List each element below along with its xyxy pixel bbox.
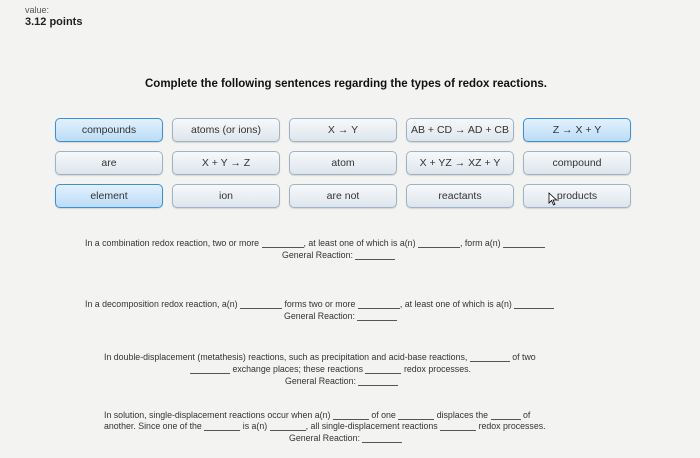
drag-tile-element[interactable]: element [55, 184, 163, 208]
drop-blank-10[interactable] [333, 419, 369, 420]
drop-blank-4[interactable] [240, 308, 282, 309]
drop-blank-14[interactable] [270, 430, 306, 431]
sentence-single-displacement [104, 410, 530, 420]
drop-blank-8[interactable] [190, 373, 230, 374]
sentence-text: , at least one of which is a(n) [303, 238, 416, 248]
sentence-text: redox processes. [403, 364, 471, 374]
drag-tile-ion[interactable]: ion [172, 184, 280, 208]
drop-blank-general-2[interactable] [357, 320, 397, 321]
value-label: value: [25, 5, 50, 15]
drop-blank-general-4[interactable] [362, 442, 402, 443]
points-label: 3.12 points [25, 16, 83, 28]
sentence-text: In a decomposition redox reaction, a(n) [85, 299, 238, 309]
general-reaction-label: General Reaction: [282, 250, 353, 260]
drag-tile-atoms-or-ions[interactable]: atoms (or ions) [172, 118, 280, 142]
sentence-text: displaces the [436, 410, 489, 420]
sentence-text: In solution, single-displacement reactions occur when a(n) [104, 410, 331, 420]
sentence-single-displacement-line2 [104, 421, 546, 431]
drop-blank-12[interactable] [491, 419, 521, 420]
sentence-text: , form a(n) [459, 238, 501, 248]
drag-tile-reactants[interactable]: reactants [406, 184, 514, 208]
drop-blank-2[interactable] [418, 247, 460, 248]
sentence-text: of [522, 410, 531, 420]
sentence-text: is a(n) [242, 421, 268, 431]
drag-tile-atom[interactable]: atom [289, 151, 397, 175]
instructions: Complete the following sentences regarding the types of redox reactions. [145, 78, 547, 90]
sentence-double-displacement [104, 352, 536, 362]
general-reaction-1 [282, 250, 395, 260]
drop-blank-3[interactable] [503, 247, 545, 248]
drop-blank-7[interactable] [470, 361, 510, 362]
drop-blank-6[interactable] [514, 308, 554, 309]
sentence-text: another. Since one of the [104, 421, 202, 431]
general-reaction-4 [289, 433, 402, 443]
mouse-cursor-icon [548, 192, 558, 206]
drop-blank-1[interactable] [262, 247, 304, 248]
drop-blank-13[interactable] [204, 430, 240, 431]
drag-tile-double-displacement-eq[interactable]: AB + CD → AD + CB [406, 118, 514, 142]
drag-tile-combination-eq[interactable]: X + Y → Z [172, 151, 280, 175]
drop-blank-5[interactable] [358, 308, 400, 309]
sentence-text: redox processes. [478, 421, 546, 431]
drop-blank-general-1[interactable] [355, 259, 395, 260]
sentence-text: of one [371, 410, 396, 420]
general-reaction-3 [285, 376, 398, 386]
drag-tile-compound[interactable]: compound [523, 151, 631, 175]
drag-tile-are[interactable]: are [55, 151, 163, 175]
general-reaction-label: General Reaction: [285, 376, 356, 386]
drag-tile-products[interactable]: products [523, 184, 631, 208]
general-reaction-2 [284, 311, 397, 321]
sentence-text: of two [512, 352, 536, 362]
drop-blank-11[interactable] [398, 419, 434, 420]
drag-tile-decomposition-eq[interactable]: Z → X + Y [523, 118, 631, 142]
sentence-decomposition [85, 299, 554, 309]
sentence-text: forms two or more [284, 299, 356, 309]
sentence-text: , all single-displacement reactions [305, 421, 438, 431]
drop-blank-general-3[interactable] [358, 385, 398, 386]
general-reaction-label: General Reaction: [284, 311, 355, 321]
drag-tile-single-displacement-eq[interactable]: X + YZ → XZ + Y [406, 151, 514, 175]
drop-blank-9[interactable] [365, 373, 401, 374]
sentence-combination [85, 238, 545, 248]
general-reaction-label: General Reaction: [289, 433, 360, 443]
sentence-text: In a combination redox reaction, two or more [85, 238, 260, 248]
sentence-text: In double-displacement (metathesis) reactions, such as precipitation and acid-base reactions, [104, 352, 468, 362]
sentence-double-displacement-line2 [190, 364, 471, 374]
drag-tile-x-to-y[interactable]: X → Y [289, 118, 397, 142]
drag-tile-are-not[interactable]: are not [289, 184, 397, 208]
drag-tile-compounds[interactable]: compounds [55, 118, 163, 142]
drop-blank-15[interactable] [440, 430, 476, 431]
sentence-text: exchange places; these reactions [232, 364, 364, 374]
sentence-text: , at least one of which is a(n) [399, 299, 512, 309]
